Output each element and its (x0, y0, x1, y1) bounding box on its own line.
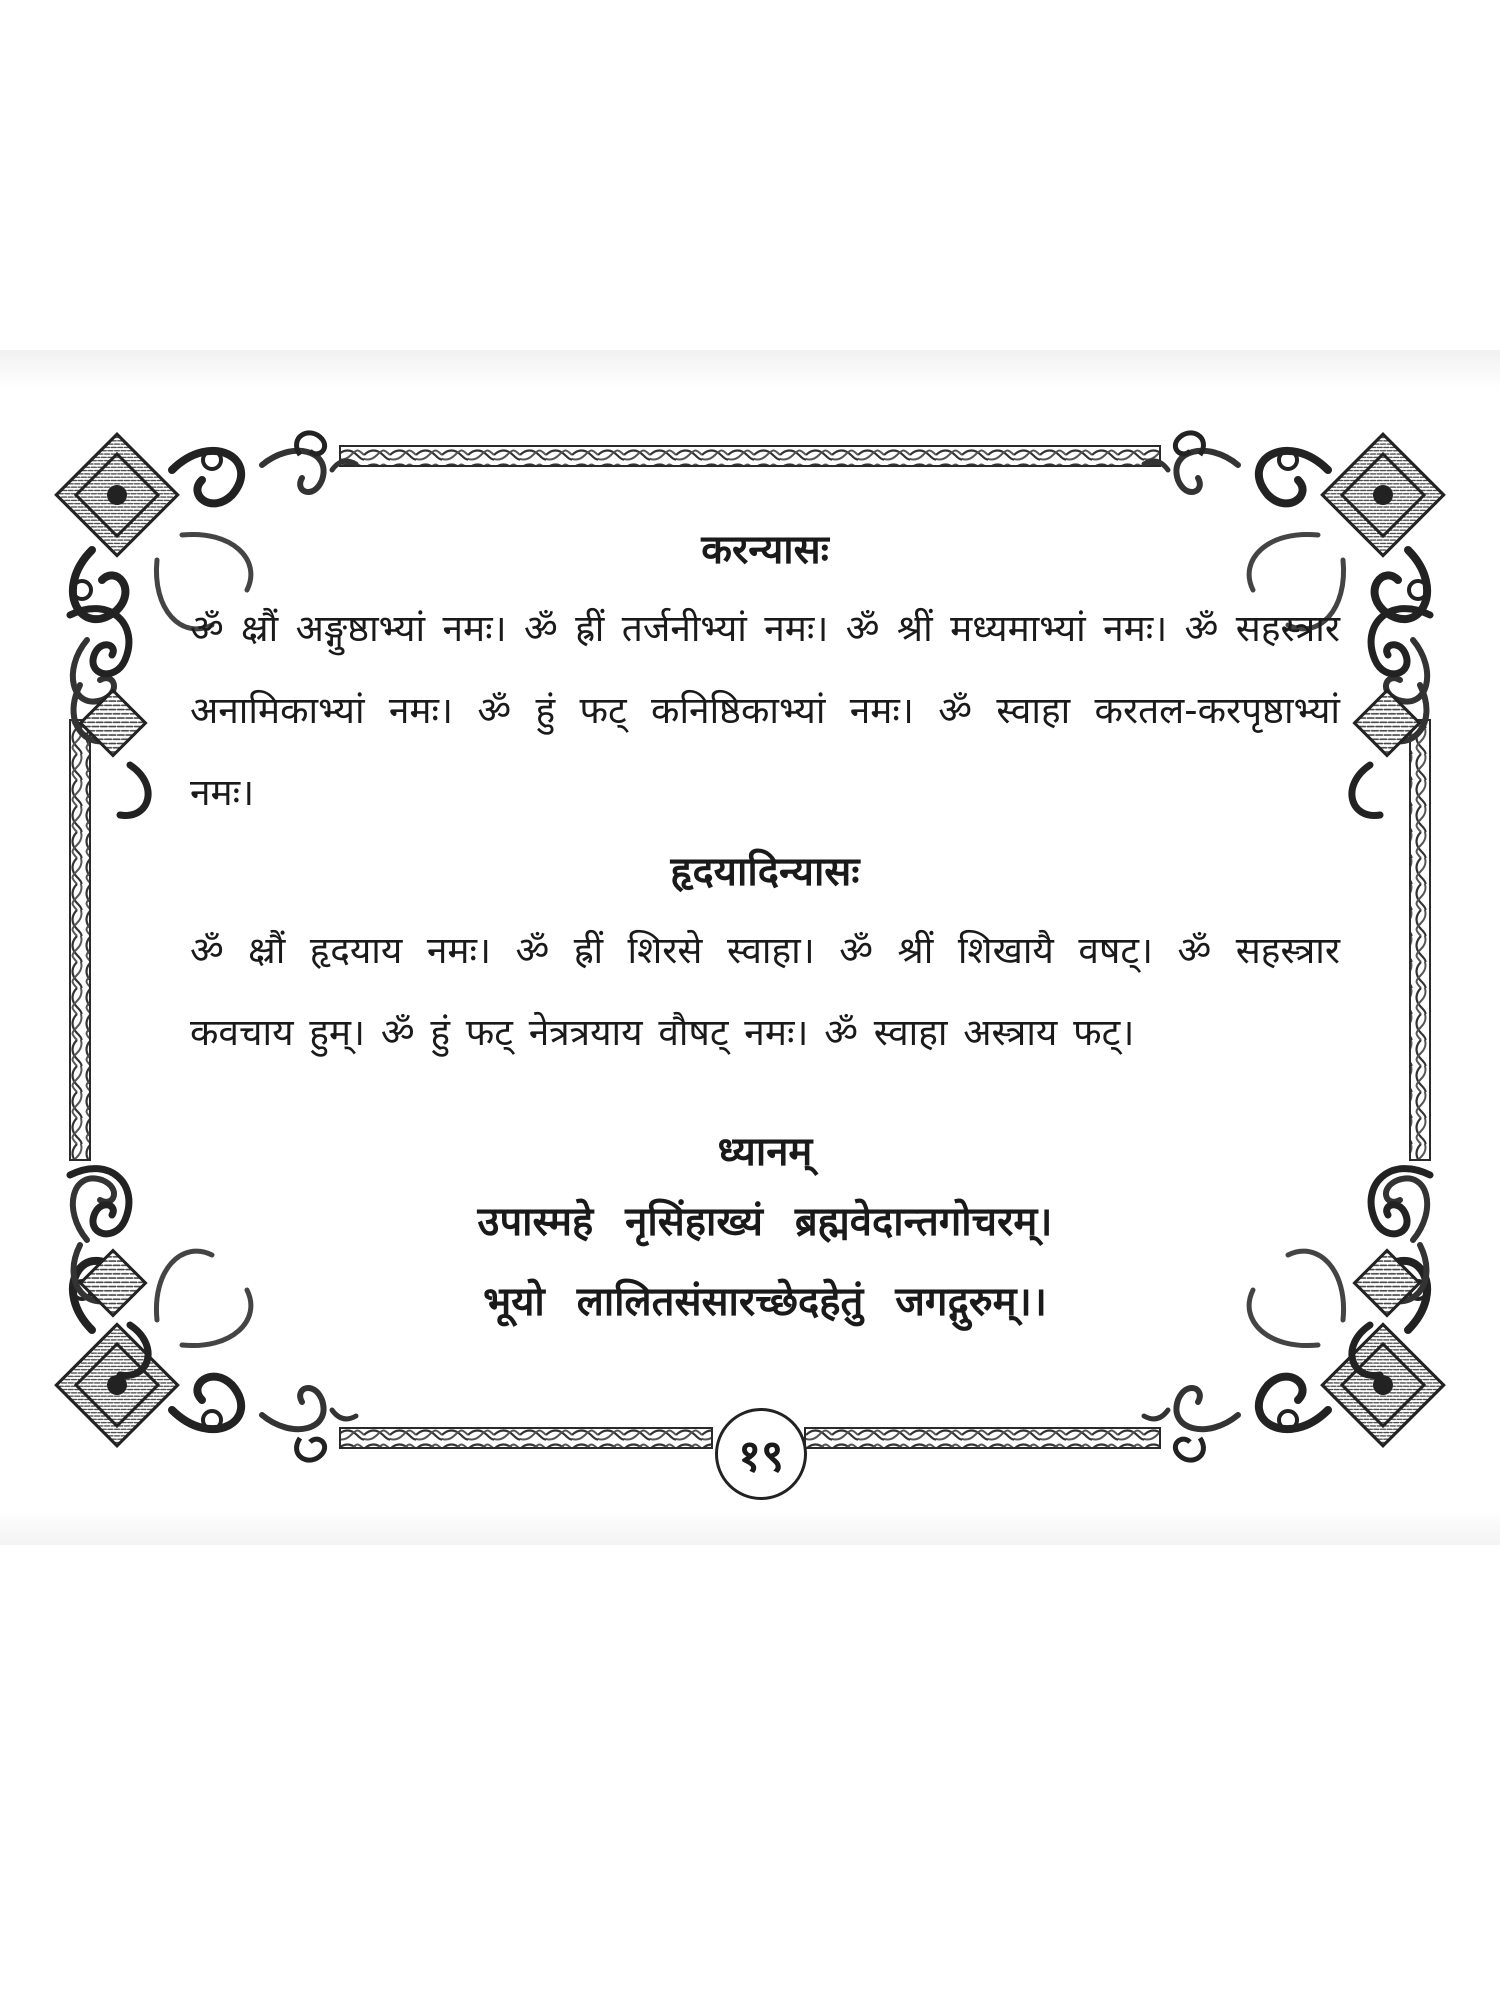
hridayadinyas-heading: हृदयादिन्यासः (670, 849, 860, 895)
karanyas-heading: करन्यासः (701, 527, 829, 573)
dhyanam-heading: ध्यानम् (717, 1129, 813, 1175)
page-number: १९ (738, 1431, 784, 1482)
dhyanam-line-2: भूयो लालितसंसारच्छेदहेतुं जगद्गुरुम्।। (483, 1279, 1047, 1325)
page-content (190, 520, 1340, 1342)
hridayadinyas-text: ॐ क्ष्रौं हृदयाय नमः। ॐ ह्रीं शिरसे स्वाहा। ॐ श्रीं शिखायै वषट्। ॐ सहस्त्रार कवचाय हुम्। ॐ हुं फट् नेत्रत्रयाय वौषट् नमः। ॐ स्वाहा अस्त्राय फट्। (190, 929, 1340, 1054)
karanyas-text: ॐ क्ष्रौं अङ्गुष्ठाभ्यां नमः। ॐ ह्रीं तर्जनीभ्यां नमः। ॐ श्रीं मध्यमाभ्यां नमः। ॐ सहस्त्रार अनामिकाभ्यां नमः। ॐ हुं फट् कनिष्ठिकाभ्यां नमः। ॐ स्वाहा करतल-करपृष्ठाभ्यां नमः। (190, 607, 1340, 814)
dhyanam-line-1: उपास्महे नृसिंहाख्यं ब्रह्मवेदान्तगोचरम्। (477, 1199, 1053, 1245)
page-number-badge (715, 1408, 807, 1500)
